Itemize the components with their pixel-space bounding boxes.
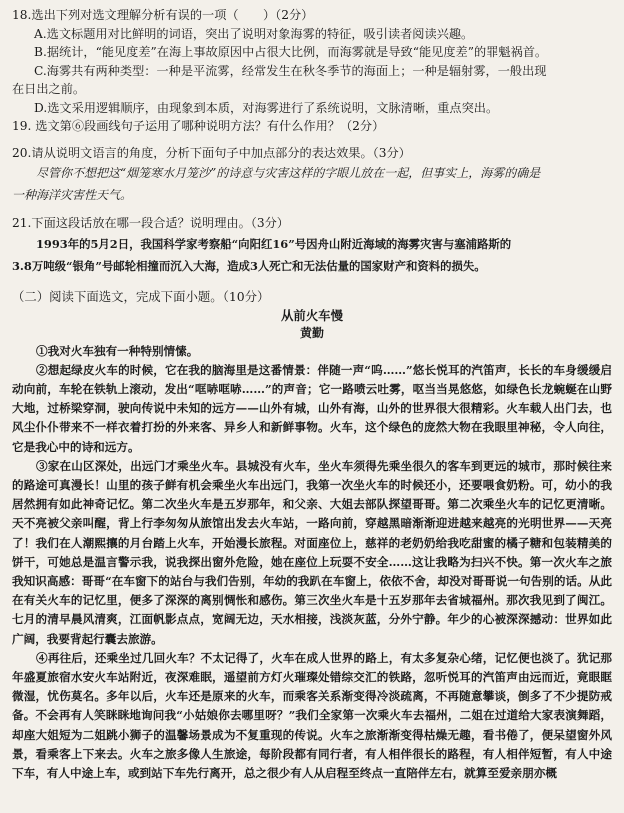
question-20-quote-continued: 一种海洋灾害性天气。 xyxy=(12,188,133,202)
option-c: C.海雾共有两种类型：一种是平流雾，经常发生在秋冬季节的海面上；一种是辐射雾，一般出现 xyxy=(34,63,547,78)
question-21-stem: 21.下面这段话放在哪一段合适？说明理由。（3分） xyxy=(12,216,289,230)
question-18-stem: 18.选出下列对选文理解分析有误的一项（ ）（2分） xyxy=(12,8,314,22)
answer-space xyxy=(12,206,612,214)
question-21-quote: 1993年的5月2日，我国科学家考察船“向阳红16”号因舟山附近海域的海雾灾害与塞浦路斯的 xyxy=(36,236,512,251)
essay-title: 从前火车慢 xyxy=(281,307,343,323)
section-gap xyxy=(12,277,612,287)
essay-paragraph-2: ②想起绿皮火车的时候，它在我的脑海里是这番情景：伴随一声“呜……”悠长悦耳的汽笛声，长长的车身缓缓启动向前，车轮在铁轨上滚动，发出“哐哧哐哧……”的声音；它一路喷云吐雾，呕当当晃悠悠，如绿色长龙蜿蜒在山野大地，过桥梁穿洞，驶向传说中未知的远方——山外有城，山外有海，山外的世界很大很精彩。火车载人出门去，也风尘仆仆带来不一样衣着打扮的外来客、异乡人和新鲜事物。火车，这个绿色的庞然大物在我眼里神秘，令人向往，它是我心中的诗和远方。 xyxy=(12,362,612,454)
essay-paragraph-3: ③家在山区深处，出远门才乘坐火车。县城没有火车，坐火车须得先乘坐很久的客车到更远的城市，那时候往来的路途可真漫长！山里的孩子鲜有机会乘坐火车出远门，我第一次坐火车的时候还小，还要喂食奶粉。可，幼小的我居然拥有如此神奇记忆。第二次坐火车是五岁那年，和父亲、大姐去部队探望哥哥。第二次乘坐火车的记忆更清晰。天不亮被父亲叫醒，背上行李匆匆从旅馆出发去火车站，一路向前，穿越黑暗渐渐迎进越来越亮的光明世界——天亮了！我们在人潮熙攘的月台踏上火车，开始漫长旅程。对面座位上，慈祥的老奶奶给我吃甜蜜的橘子糖和包装精美的饼干，可她总是温言警示我，说我探出窗外危险，她在座位上玩耍不安全……这让我略为扫兴不快。第一次火车之旅我知识高感：哥哥“在车窗下的站台与我们告别，年幼的我趴在车窗上，依依不舍，却没对哥哥说一句告别的话。从此在有关火车的记忆里，便多了深深的离别惆怅和感伤。第三次坐火车是十五岁那年去省城福州。那次我见到了闽江。七月的清早晨风清爽，江面帆影点点，宽阔无边，天水相接，浅淡灰蓝，分外宁静。年少的心被深深撼动：世界如此广阔，我要背起行囊去旅游。 xyxy=(12,458,612,646)
essay-author: 黄勤 xyxy=(299,325,324,340)
section-2-heading: （二）阅读下面选文，完成下面小题。（10分） xyxy=(12,288,270,304)
option-b: B.据统计，“能见度差”在海上事故原因中占很大比例，而海雾就是导致“能见度差”的罪魁祸首。 xyxy=(34,45,548,59)
essay-paragraph-4: ④再往后，还乘坐过几回火车？不太记得了，火车在成人世界的路上，有太多复杂心绪，记忆便也淡了。犹记那年盛夏旅宿水安火车站附近，夜深难眠，遥望前方灯火璀璨处错综交汇的铁路，忽听悦耳的汽笛声由远而近，竟眼眶微湿，忧伤莫名。多年以后，火车还是原来的火车，而乘客关系渐变得冷淡疏离，不再随意攀谈，倒多了不少提防戒备。不会再有人笑眯眯地询问我“小姑娘你去哪里呀？”我们全家第一次乘火车去福州，二姐在过道给大家表演舞蹈，却座大姐短为二姐跳小狮子的温馨场景成为不复重现的传说。火车之旅渐渐变得枯燥无趣，看书倦了，便呆望窗外风景，看乘客上下来去。火车之旅多像人生旅途，每阶段都有同行者，有人相伴很长的路程，有人相伴短暂，有人中途下车，有人中途上车，或到站下车先行离开，总之很少有人从启程至终点一直陪伴左右，就算至爱亲朋亦概 xyxy=(12,650,612,780)
question-20-quote: 尽管你不想把这“烟笼寒水月笼沙”的诗意与灾害这样的字眼儿放在一起，但事实上，海雾的确是 xyxy=(36,166,541,180)
essay-paragraph-1: ①我对火车独有一种特别情愫。 xyxy=(36,343,199,358)
question-20-stem: 20.请从说明文语言的角度，分析下面句子中加点部分的表达效果。（3分） xyxy=(12,145,411,160)
option-c-continued: 在日出之前。 xyxy=(12,82,86,96)
question-19: 19. 选文第⑥段画线句子运用了哪种说明方法？有什么作用？（2分） xyxy=(12,119,385,133)
answer-space xyxy=(12,136,612,144)
question-21-quote-continued: 3.8万吨级“银角”号邮轮相撞而沉入大海，造成3人死亡和无法估量的国家财产和资料的损失。 xyxy=(12,258,486,273)
option-a: A.选文标题用对比鲜明的词语，突出了说明对象海雾的特征，吸引读者阅读兴趣。 xyxy=(34,26,474,41)
option-d: D.选文采用逻辑顺序，由现象到本质，对海雾进行了系统说明，文脉清晰，重点突出。 xyxy=(34,100,499,115)
